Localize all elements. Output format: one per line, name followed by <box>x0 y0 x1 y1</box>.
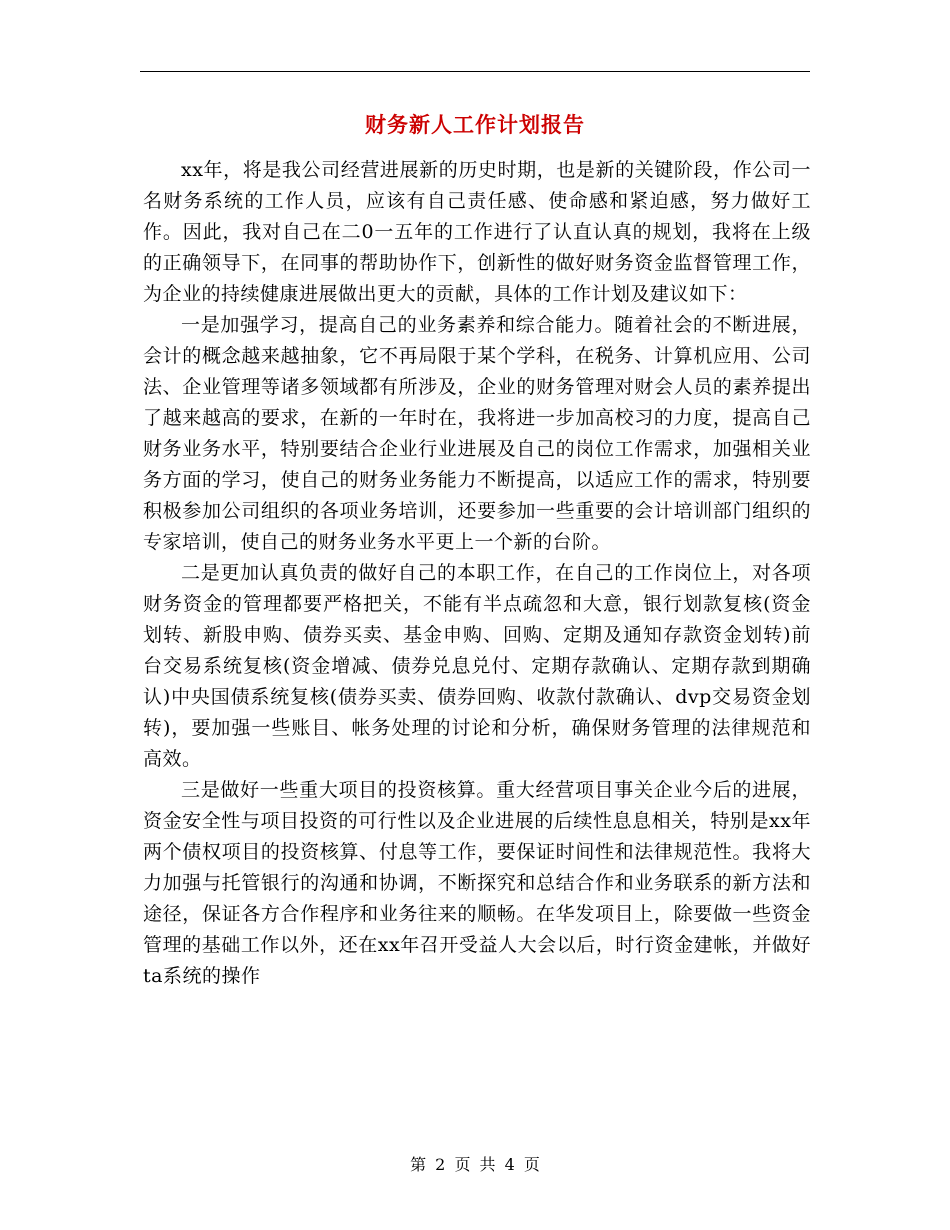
paragraph-point-two: 二是更加认真负责的做好自己的本职工作，在自己的工作岗位上，对各项财务资金的管理都要严格把关，不能有半点疏忽和大意，银行划款复核(资金划转、新股申购、债券买卖、基金申购、回购、定期及通知存款资金划转)前台交易系统复核(资金增减、债券兑息兑付、定期存款确认、定期存款到期确认)中央国债系统复核(债券买卖、债券回购、收款付款确认、dvp交易资金划转)，要加强一些账目、帐务处理的讨论和分析，确保财务管理的法律规范和高效。 <box>143 562 811 770</box>
document-title: 财务新人工作计划报告 <box>365 112 585 137</box>
header-rule <box>140 71 810 72</box>
paragraph-intro: xx年，将是我公司经营进展新的历史时期，也是新的关键阶段，作公司一名财务系统的工作人员，应该有自己责任感、使命感和紧迫感，努力做好工作。因此，我对自己在二0一五年的工作进行了认直认真的规划，我将在上级的正确领导下，在同事的帮助协作下，创新性的做好财务资金监督管理工作，为企业的持续健康进展做出更大的贡献，具体的工作计划及建议如下： <box>143 159 811 305</box>
page-number: 第 2 页 共 4 页 <box>410 1155 540 1174</box>
paragraph-point-one: 一是加强学习，提高自己的业务素养和综合能力。随着社会的不断进展，会计的概念越来越抽象，它不再局限于某个学科，在税务、计算机应用、公司法、企业管理等诸多领域都有所涉及，企业的财务管理对财会人员的素养提出了越来越高的要求，在新的一年时在，我将进一步加高校习的力度，提高自己财务业务水平，特别要结合企业行业进展及自己的岗位工作需求，加强相关业务方面的学习，使自己的财务业务能力不断提高，以适应工作的需求，特别要积极参加公司组织的各项业务培训，还要参加一些重要的会计培训部门组织的专家培训，使自己的财务业务水平更上一个新的台阶。 <box>143 314 811 553</box>
paragraph-point-three: 三是做好一些重大项目的投资核算。重大经营项目事关企业今后的进展，资金安全性与项目投资的可行性以及企业进展的后续性息息相关，特别是xx年两个债权项目的投资核算、付息等工作，要保证时间性和法律规范性。我将大力加强与托管银行的沟通和协调，不断探究和总结合作和业务联系的新方法和途径，保证各方合作程序和业务往来的顺畅。在华发项目上，除要做一些资金管理的基础工作以外，还在xx年召开受益人大会以后，时行资金建帐，并做好ta系统的操作 <box>143 779 811 987</box>
document-body <box>143 155 811 992</box>
